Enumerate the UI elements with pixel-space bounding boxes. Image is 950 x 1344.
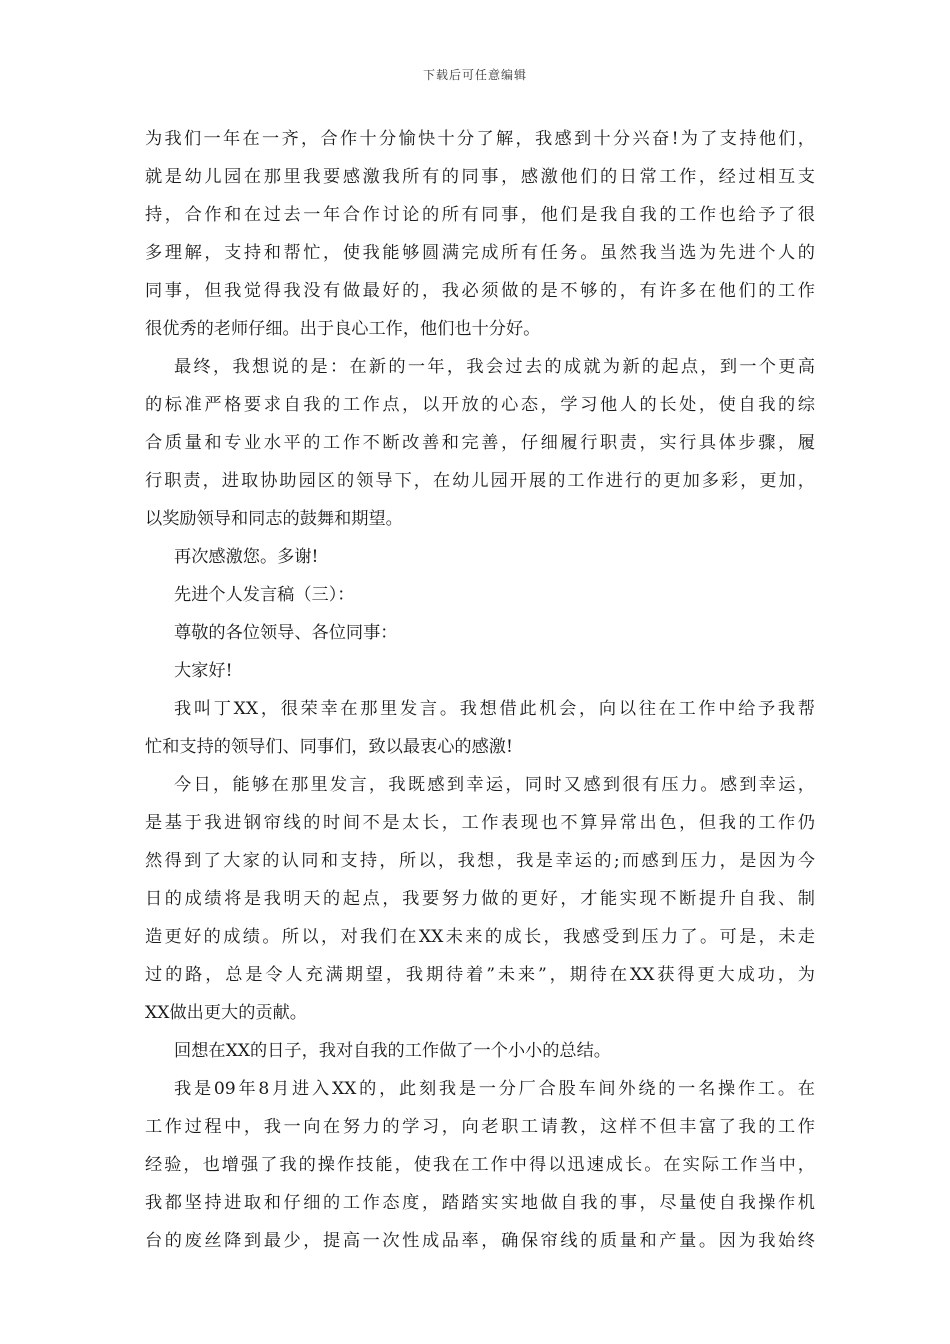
- text-line: 日的成绩将是我明天的起点，我要努力做的更好，才能实现不断提升自我、制: [145, 889, 815, 909]
- text-line: 行职责，进取协助园区的领导下，在幼儿园开展的工作进行的更加多彩，更加，: [145, 471, 815, 491]
- text-line: 再次感激您。多谢!: [174, 547, 319, 567]
- text-line: 今日，能够在那里发言，我既感到幸运，同时又感到很有压力。感到幸运，: [174, 775, 815, 795]
- text-line: 很优秀的老师仔细。出于良心工作，他们也十分好。: [145, 319, 541, 339]
- text-line: 台的废丝降到最少，提高一次性成品率，确保帘线的质量和产量。因为我始终: [145, 1231, 815, 1251]
- text-line: 合质量和专业水平的工作不断改善和完善，仔细履行职责，实行具体步骤，履: [145, 433, 815, 453]
- text-line: 造更好的成绩。所以，对我们在XX未来的成长，我感受到压力了。可是，未走: [145, 927, 815, 947]
- text-line: 忙和支持的领导们、同事们，致以最衷心的感激!: [145, 737, 513, 757]
- text-line: 我是09年8月进入XX的，此刻我是一分厂合股车间外绕的一名操作工。在: [174, 1079, 815, 1099]
- text-line: 尊敬的各位领导、各位同事：: [174, 623, 398, 643]
- text-line: 回想在XX的日子，我对自我的工作做了一个小小的总结。: [174, 1041, 611, 1061]
- text-line: 持，合作和在过去一年合作讨论的所有同事，他们是我自我的工作也给予了很: [145, 205, 815, 225]
- text-line: 大家好!: [174, 661, 233, 681]
- document-body: [145, 120, 815, 1260]
- text-line: 是基于我进钢帘线的时间不是太长，工作表现也不算异常出色，但我的工作仍: [145, 813, 815, 833]
- text-line: 的标准严格要求自我的工作点，以开放的心态，学习他人的长处，使自我的综: [145, 395, 815, 415]
- text-line: 我都坚持进取和仔细的工作态度，踏踏实实地做自我的事，尽量使自我操作机: [145, 1193, 815, 1213]
- text-line: XX做出更大的贡献。: [145, 1003, 307, 1023]
- text-line: 为我们一年在一齐，合作十分愉快十分了解，我感到十分兴奋!为了支持他们，: [145, 129, 815, 149]
- text-line: 经验，也增强了我的操作技能，使我在工作中得以迅速成长。在实际工作当中，: [145, 1155, 815, 1175]
- text-line: 以奖励领导和同志的鼓舞和期望。: [145, 509, 403, 529]
- text-line: 就是幼儿园在那里我要感激我所有的同事，感激他们的日常工作，经过相互支: [145, 167, 815, 187]
- text-line: 先进个人发言稿（三）：: [174, 585, 355, 605]
- text-line: 最终，我想说的是：在新的一年，我会过去的成就为新的起点，到一个更高: [174, 357, 815, 377]
- text-line: 同事，但我觉得我没有做最好的，我必须做的是不够的，有许多在他们的工作: [145, 281, 815, 301]
- text-line: 然得到了大家的认同和支持，所以，我想，我是幸运的;而感到压力，是因为今: [145, 851, 815, 871]
- text-line: 我叫丁XX，很荣幸在那里发言。我想借此机会，向以往在工作中给予我帮: [174, 699, 815, 719]
- page-header: 下载后可任意编辑: [422, 68, 527, 82]
- text-line: 多理解，支持和帮忙，使我能够圆满完成所有任务。虽然我当选为先进个人的: [145, 243, 815, 263]
- text-line: 过的路，总是令人充满期望，我期待着”未来”，期待在XX获得更大成功，为: [145, 965, 815, 985]
- text-line: 工作过程中，我一向在努力的学习，向老职工请教，这样不但丰富了我的工作: [145, 1117, 815, 1137]
